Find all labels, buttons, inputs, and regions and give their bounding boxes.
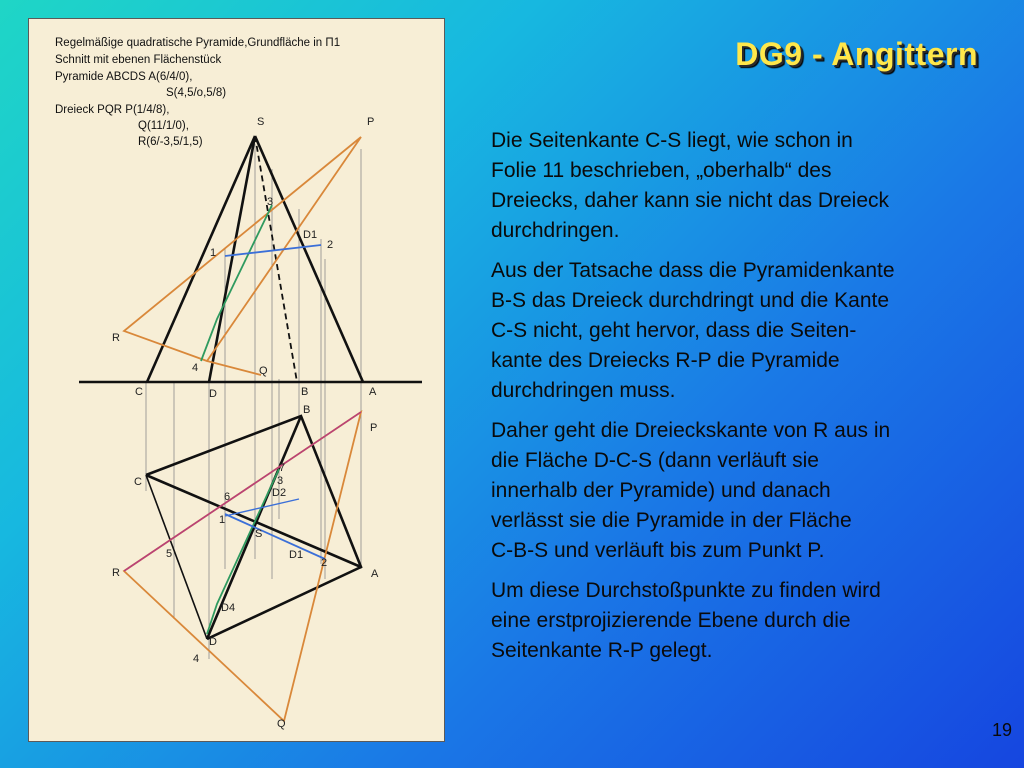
page-number: 19	[991, 720, 1012, 740]
label-4-lower: 4	[193, 653, 200, 665]
label-1-lower: 1	[219, 514, 226, 526]
header-line-1: Regelmäßige quadratische Pyramide,Grundfläche in Π1	[55, 37, 341, 49]
label-a-upper: A	[369, 386, 377, 398]
label-s-upper: S	[257, 116, 265, 128]
label-a-lower: A	[371, 568, 379, 580]
label-3-lower: 3	[277, 475, 284, 487]
blue-line-lower-2	[225, 499, 299, 516]
header-line-5: Dreieck PQR P(1/4/8),	[55, 104, 170, 116]
label-7-lower: 7	[279, 462, 286, 474]
label-q-lower: Q	[277, 718, 286, 730]
label-d1-lower: D1	[289, 549, 304, 561]
label-d1-upper: D1	[303, 229, 318, 241]
label-b-upper: B	[301, 386, 309, 398]
slide-title: DG9 - Angittern	[735, 36, 978, 72]
header-line-3: Pyramide ABCDS A(6/4/0),	[55, 71, 193, 83]
paragraph-3: Daher geht die Dreieckskante von R aus in die Fläche D-C-S (dann verläuft sie innerhalb der Pyramide) und danach verlässt sie die Pyramide in der Fläche C-B-S und verläuft bis zum Punkt P.	[491, 419, 891, 562]
label-1-upper: 1	[210, 247, 217, 259]
label-d-upper: D	[209, 388, 217, 400]
label-q-upper: Q	[259, 365, 268, 377]
explanation-text	[491, 126, 991, 676]
label-2-upper: 2	[327, 239, 334, 251]
label-b-lower: B	[303, 404, 311, 416]
paragraph-4: Um diese Durchstoßpunkte zu finden wird eine erstprojizierende Ebene durch die Seitenkante R-P gelegt.	[491, 579, 881, 662]
paragraph-1: Die Seitenkante C-S liegt, wie schon in Folie 11 beschrieben, „oberhalb“ des Dreiecks, daher kann sie nicht das Dreieck durchdringen.	[491, 129, 890, 242]
label-2-lower: 2	[321, 557, 328, 569]
header-line-4: S(4,5/o,5/8)	[166, 87, 227, 99]
label-d4-lower: D4	[221, 602, 236, 614]
construction-diagram	[28, 18, 445, 742]
label-d2-lower: D2	[272, 487, 287, 499]
label-d-lower: D	[209, 636, 217, 648]
label-c-upper: C	[135, 386, 143, 398]
label-3-upper: 3	[267, 196, 274, 208]
label-p-lower: P	[370, 422, 378, 434]
header-line-7: R(6/-3,5/1,5)	[138, 136, 203, 148]
label-p-upper: P	[367, 116, 375, 128]
label-5-lower: 5	[166, 548, 173, 560]
label-4-upper: 4	[192, 362, 199, 374]
triangle-front-view	[124, 137, 361, 361]
pyramid-base-edge-dc	[146, 475, 207, 639]
label-s-lower: S	[255, 528, 263, 540]
label-r-upper: R	[112, 332, 120, 344]
diagram-drawing	[29, 19, 445, 742]
header-line-2: Schnitt mit ebenen Flächenstück	[55, 54, 222, 66]
label-6-lower: 6	[224, 491, 231, 503]
label-r-lower: R	[112, 567, 120, 579]
label-c-lower: C	[134, 476, 142, 488]
triangle-front-edge	[207, 361, 261, 375]
paragraph-2: Aus der Tatsache dass die Pyramidenkante B-S das Dreieck durchdringt und die Kante C-S nicht, geht hervor, dass die Seiten- kante des Dreiecks R-P die Pyramide durchdringen muss.	[491, 259, 895, 402]
pyramid-hidden-edge	[255, 136, 297, 382]
header-line-6: Q(11/1/0),	[138, 120, 189, 132]
